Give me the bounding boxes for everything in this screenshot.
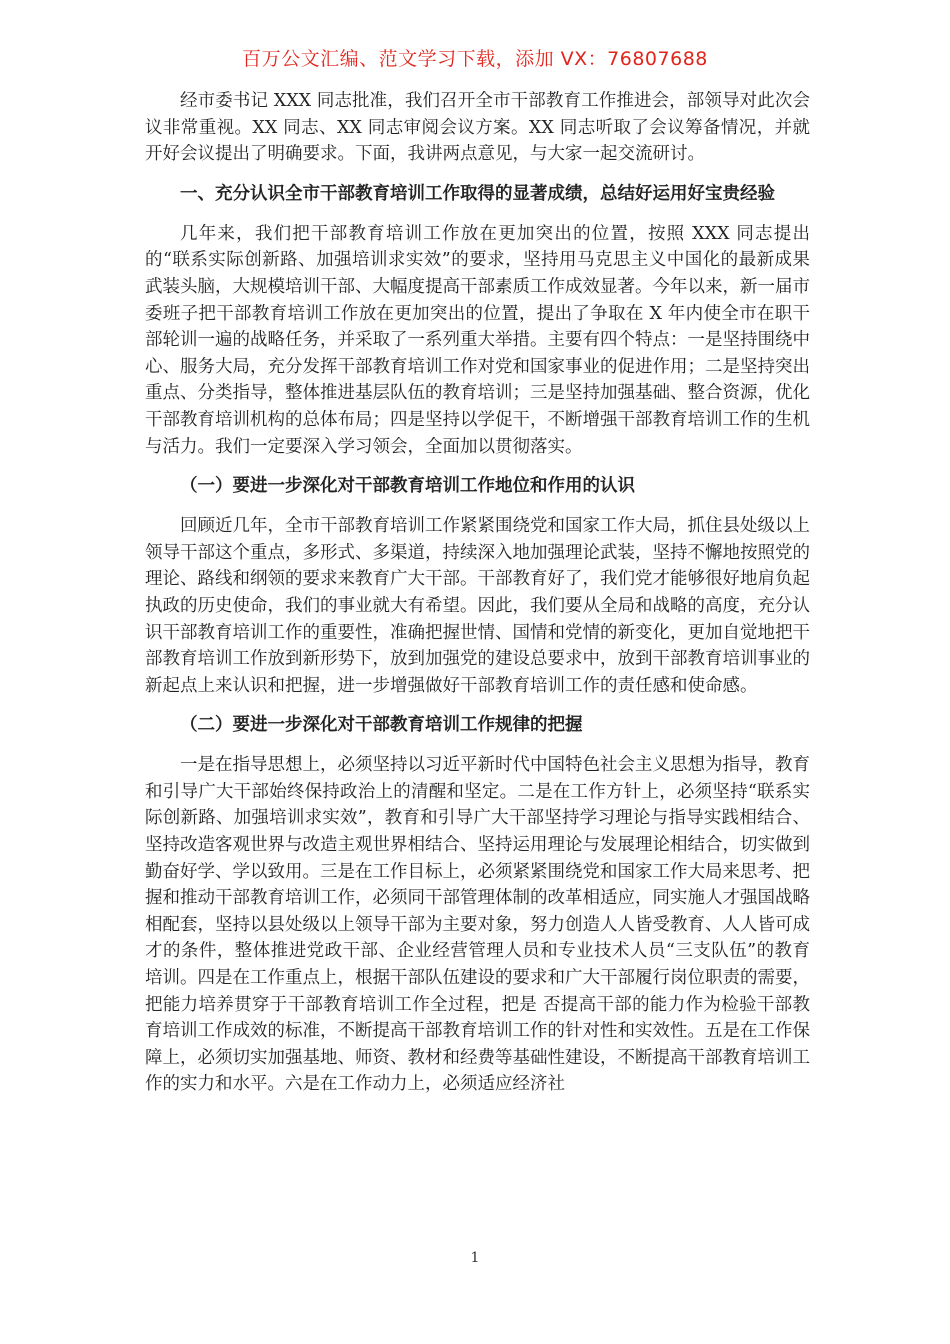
page-number: 1 xyxy=(470,1250,480,1266)
subsection-2-paragraph: 一是在指导思想上，必须坚持以习近平新时代中国特色社会主义思想为指导，教育和引导广大干部始终保持政治上的清醒和坚定。二是在工作方针上，必须坚持“联系实际创新路、加强培训求实效”，教育和引导广大干部坚持学习理论与指导实践相结合、坚持改造客观世界与改造主观世界相结合、坚持运用理论与发展理论相结合，切实做到勤奋好学、学以致用。三是在工作目标上，必须紧紧围绕党和国家工作大局来思考、把握和推动干部教育培训工作，必须同干部管理体制的改革相适应，同实施人才强国战略相配套，坚持以县处级以上领导干部为主要对象，努力创造人人皆受教育、人人皆可成才的条件，整体推进党政干部、企业经营管理人员和专业技术人员“三支队伍”的教育培训。四是在工作重点上，根据干部队伍建设的要求和广大干部履行岗位职责的需要，把能力培养贯穿于干部教育培训工作全过程，把是 否提高干部的能力作为检验干部教育培训工作成效的标准，不断提高干部教育培训工作的针对性和实效性。五是在工作保障上，必须切实加强基地、师资、教材和经费等基础性建设，不断提高干部教育培训工作的实力和水平。六是在工作动力上，必须适应经济社 xyxy=(145,755,810,1095)
section-1-heading: 一、充分认识全市干部教育培训工作取得的显著成绩，总结好运用好宝贵经验 xyxy=(180,183,775,204)
subsection-1-paragraph: 回顾近几年，全市干部教育培训工作紧紧围绕党和国家工作大局，抓住县处级以上领导干部这个重点，多形式、多渠道，持续深入地加强理论武装，坚持不懈地按照党的理论、路线和纲领的要求来教育广大干部。干部教育好了，我们党才能够很好地肩负起执政的历史使命，我们的事业就大有希望。因此，我们要从全局和战略的高度，充分认识干部教育培训工作的重要性，准确把握世情、国情和党情的新变化，更加自觉地把干部教育培训工作放到新形势下，放到加强党的建设总要求中，放到干部教育培训事业的新起点上来认识和把握，进一步增强做好干部教育培训工作的责任感和使命感。 xyxy=(145,516,810,696)
section-1-paragraph: 几年来，我们把干部教育培训工作放在更加突出的位置，按照 XXX 同志提出的“联系实际创新路、加强培训求实效”的要求，坚持用马克思主义中国化的最新成果武装头脑，大规模培训干部、大幅度提高干部素质工作成效显著。今年以来，新一届市委班子把干部教育培训工作放在更加突出的位置，提出了争取在 X 年内使全市在职干部轮训一遍的战略任务，并采取了一系列重大举措。主要有四个特点：一是坚持围绕中心、服务大局，充分发挥干部教育培训工作对党和国家事业的促进作用；二是坚持突出重点、分类指导，整体推进基层队伍的教育培训；三是坚持加强基础、整合资源，优化干部教育培训机构的总体布局；四是坚持以学促干，不断增强干部教育培训工作的生机与活力。我们一定要深入学习领会，全面加以贯彻落实。 xyxy=(145,223,810,457)
subsection-2-heading: （二）要进一步深化对干部教育培训工作规律的把握 xyxy=(180,715,583,736)
watermark-header: 百万公文汇编、范文学习下载，添加 VX：76807688 xyxy=(242,48,708,70)
document-body xyxy=(145,88,810,1111)
intro-paragraph: 经市委书记 XXX 同志批准，我们召开全市干部教育工作推进会，部领导对此次会议非常重视。XX 同志、XX 同志审阅会议方案。XX 同志听取了会议筹备情况，并就开好会议提出了明确要求。下面，我讲两点意见，与大家一起交流研讨。 xyxy=(145,91,810,165)
subsection-1-heading: （一）要进一步深化对干部教育培训工作地位和作用的认识 xyxy=(180,476,635,497)
